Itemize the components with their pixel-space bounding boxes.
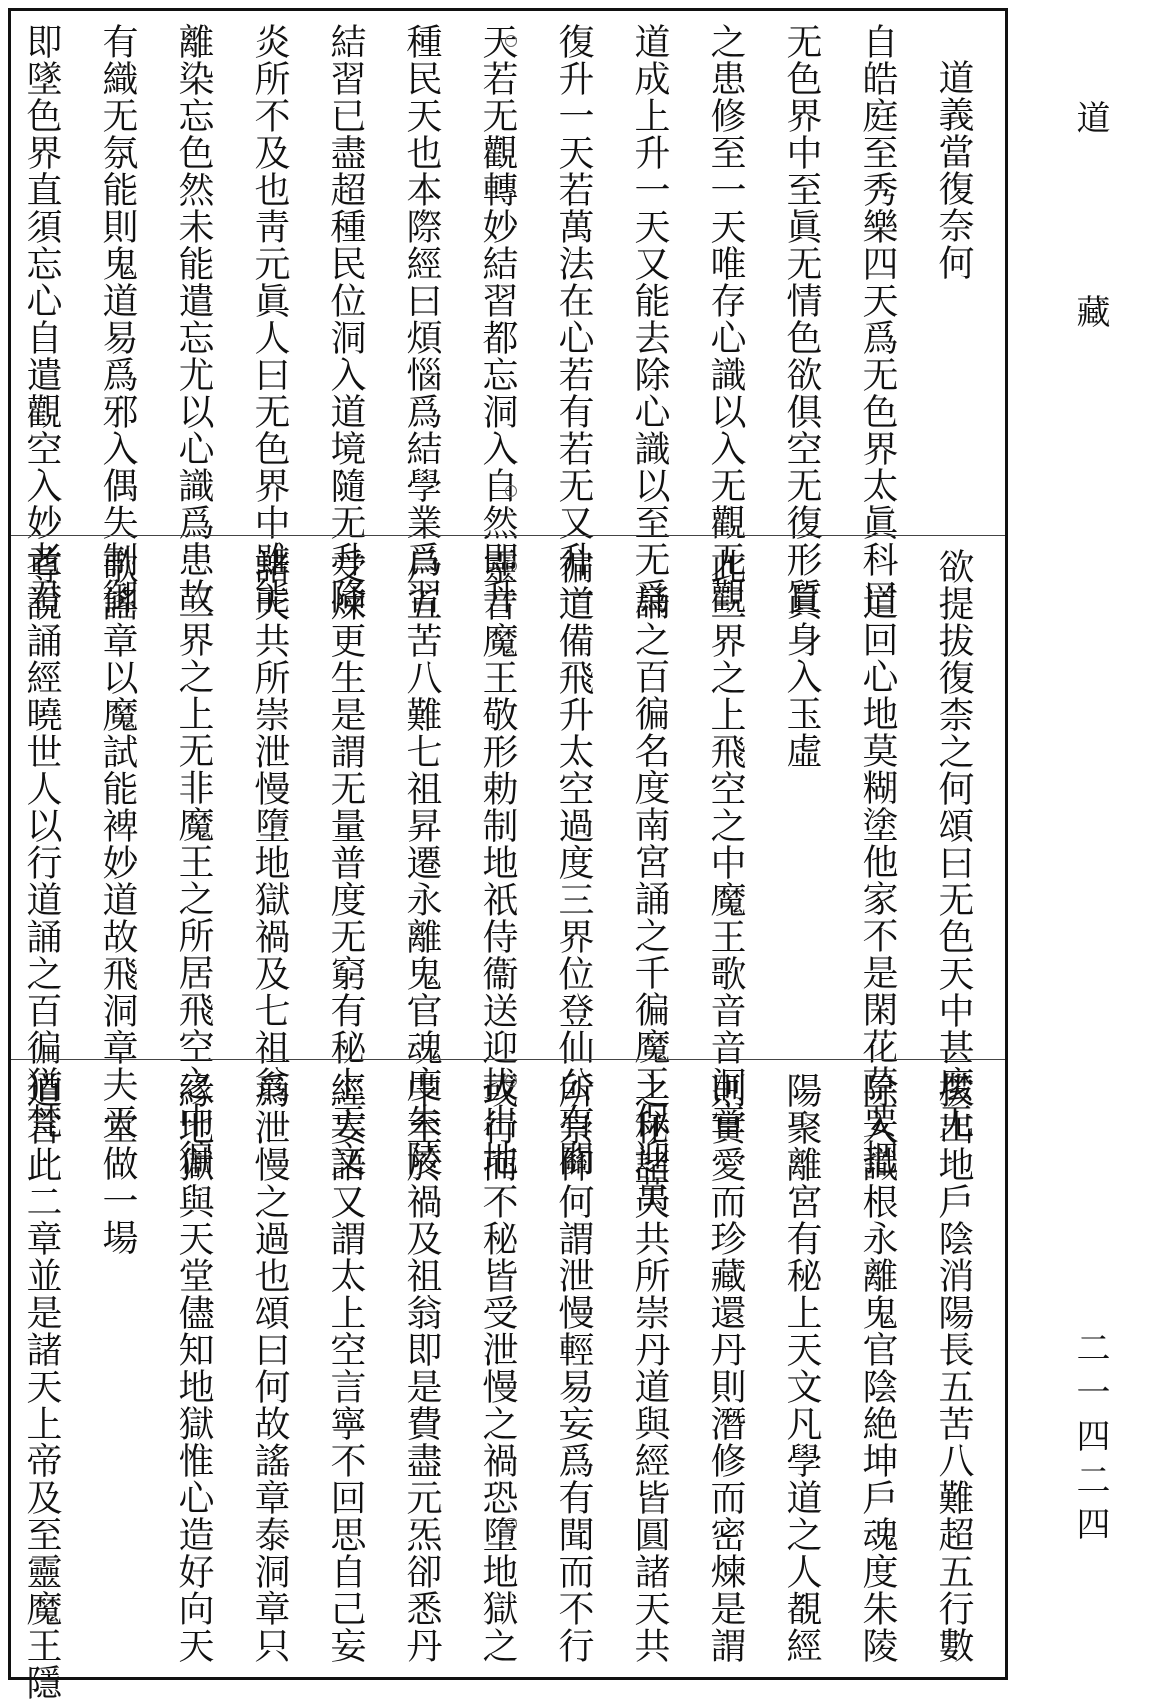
page-frame (8, 8, 1008, 1701)
punctuation-circle (505, 485, 517, 497)
text-column: 有織无氛能則鬼道易爲邪入偶失制御 (97, 23, 138, 615)
text-column: 歌謠章以魔試能裨妙道故飛洞章夫天 (97, 548, 138, 1140)
text-column: 陽聚離宮有秘上天文凡學道之人覩經 (781, 1072, 822, 1664)
text-column: 復升一天若萬法在心若有若无又升一 (553, 23, 594, 615)
text-column: 諸天共所崇泄慢墮地獄禍及七祖翁 (249, 548, 290, 1103)
text-column: 或行而不秘皆受泄慢之禍恐墮地獄之 (477, 1072, 518, 1664)
punctuation-circle (505, 1075, 517, 1087)
text-column: 尊說誦經曉世人以行道誦之百徧猶梵 (21, 548, 62, 1140)
punctuation-circle (505, 560, 517, 572)
text-column: 徧道備飛升太空過度三界位登仙公有關 (553, 548, 594, 1177)
text-column: 天若无觀轉妙結習都忘洞入自然即升 (477, 23, 518, 615)
page-number: 二一四二四 (1070, 1330, 1110, 1550)
text-column: 道成上升一天又能去除心識以至无爲 (629, 23, 670, 615)
text-column: 緣地獄與天堂儘知地獄惟心造好向天 (173, 1072, 214, 1664)
text-column: 種民天也本際經曰煩惱爲結學業爲習 (401, 23, 442, 615)
text-column: 受煉更生是謂无量普度无窮有秘上天文 (325, 548, 366, 1177)
text-column: 戶五苦八難七祖昇遷永離鬼官魂度朱陵 (401, 548, 442, 1177)
text-column: 三界之上无非魔王之所居飛空之中徧 (173, 584, 214, 1176)
text-column: 此三界之上飛空之中魔王歌音音洞章 (705, 548, 746, 1140)
text-column: 道回心地莫糊塗他家不是閑花草要把 (857, 584, 898, 1176)
column-group (21, 23, 991, 615)
text-column: 自皓庭至秀樂四天爲无色界太眞科曰 (857, 23, 898, 615)
text-column: 誦之百徧名度南宮誦之千徧魔王保迎萬 (629, 584, 670, 1213)
text-column: 拔出地戶陰消陽長五苦八難超五行數 (933, 1072, 974, 1664)
text-column: 眞身入玉虛 (781, 584, 822, 769)
text-column: 靈音魔王敬形勅制地祇侍衞送迎拔出地 (477, 548, 518, 1177)
text-column: 則實愛而珍藏還丹則潛修而密煉是謂 (705, 1072, 746, 1664)
right-margin (1020, 0, 1169, 1692)
text-register-bottom (11, 1059, 1005, 1701)
punctuation-circle (505, 1518, 517, 1530)
text-column: 无色界中至眞无情色欲俱空无復形質 (781, 23, 822, 615)
text-column: 堂做一場 (97, 1108, 138, 1256)
text-column: 離染忘色然未能遣忘尤以心識爲患故 (173, 23, 214, 615)
text-column: 道言此二章並是諸天上帝及至靈魔王隱 (21, 1072, 62, 1701)
text-register-top (11, 11, 1005, 615)
text-column: 中至於禍及祖翁即是費盡元炁卻悉丹 (401, 1072, 442, 1664)
text-column: 之患修至一天唯存心識以入无觀无觀 (705, 23, 746, 615)
column-group (21, 1072, 991, 1701)
text-column: 炎所不及也靑元眞人曰无色界中雖能 (249, 23, 290, 615)
text-column: 之秘諸天共所崇丹道與經皆圓諸天共 (629, 1072, 670, 1664)
text-column: 結習已盡超種民位洞入道境隨无升降 (325, 23, 366, 615)
punctuation-circle (505, 35, 517, 47)
text-column: 經妄語又謂太上空言寧不回思自己妄 (325, 1072, 366, 1664)
text-column: 即墜色界直須忘心自遣觀空入妙老君 (21, 23, 62, 615)
text-column: 除入識根永離鬼官陰絶坤戶魂度朱陵 (857, 1072, 898, 1664)
text-column: 欲提拔復柰之何頌曰无色天中甚麼无 (933, 548, 974, 1140)
text-column: 道義當復奈何 (933, 59, 974, 281)
text-column: 所崇仰何謂泄慢輕易妄爲有聞而不行 (553, 1072, 594, 1664)
text-column: 爲泄慢之過也頌曰何故謠章泰洞章只 (249, 1072, 290, 1664)
collection-title: 道藏 (1070, 100, 1110, 488)
